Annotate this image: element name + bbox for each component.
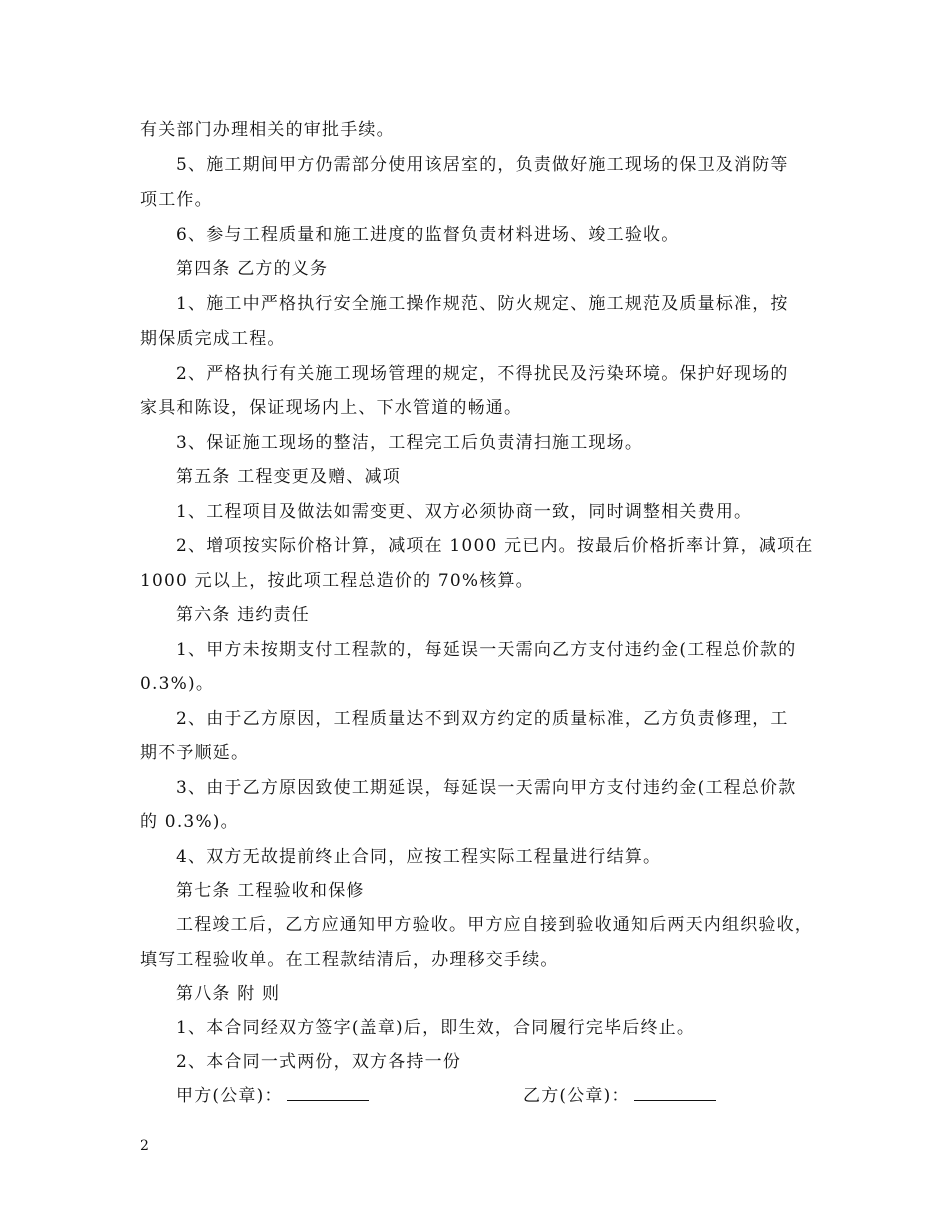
- party-b-blank: [634, 1085, 716, 1101]
- party-b-label: 乙方(公章)：: [523, 1086, 630, 1106]
- text-line: 0.3%)。: [140, 674, 215, 694]
- party-a-signature: [176, 1085, 369, 1106]
- text-line: 2、增项按实际价格计算，减项在 1000 元已内。按最后价格折率计算，减项在: [176, 536, 814, 556]
- text-line: 4、双方无故提前终止合同，应按工程实际工程量进行结算。: [176, 847, 662, 867]
- text-line: 期不予顺延。: [140, 743, 250, 763]
- section-heading: 第八条 附 则: [176, 984, 281, 1004]
- text-line: 1、甲方未按期支付工程款的，每延误一天需向乙方支付违约金(工程总价款的: [176, 640, 797, 660]
- text-line: 工程竣工后，乙方应通知甲方验收。甲方应自接到验收通知后两天内组织验收，: [176, 915, 813, 935]
- page-number: 2: [140, 1138, 149, 1154]
- text-line: 5、施工期间甲方仍需部分使用该居室的，负责做好施工现场的保卫及消防等: [176, 155, 789, 175]
- party-a-blank: [287, 1085, 369, 1101]
- text-line: 1、工程项目及做法如需变更、双方必须协商一致，同时调整相关费用。: [176, 502, 753, 522]
- section-heading: 第五条 工程变更及赠、减项: [176, 467, 402, 487]
- section-heading: 第七条 工程验收和保修: [176, 881, 365, 901]
- section-heading: 第四条 乙方的义务: [176, 259, 329, 279]
- text-line: 3、保证施工现场的整洁，工程完工后负责清扫施工现场。: [176, 433, 644, 453]
- text-line: 1、本合同经双方签字(盖章)后，即生效，合同履行完毕后终止。: [176, 1018, 696, 1038]
- party-b-signature: [523, 1085, 716, 1106]
- text-line: 2、本合同一式两份，双方各持一份: [176, 1052, 462, 1072]
- text-line: 项工作。: [140, 190, 213, 210]
- text-line: 填写工程验收单。在工程款结清后，办理移交手续。: [140, 950, 559, 970]
- text-line: 6、参与工程质量和施工进度的监督负责材料进场、竣工验收。: [176, 225, 680, 245]
- text-line: 的 0.3%)。: [140, 812, 239, 832]
- text-line: 3、由于乙方原因致使工期延误，每延误一天需向甲方支付违约金(工程总价款: [176, 778, 797, 798]
- text-line: 2、由于乙方原因，工程质量达不到双方约定的质量标准，乙方负责修理，工: [176, 709, 789, 729]
- section-heading: 第六条 违约责任: [176, 605, 311, 625]
- text-line: 1、施工中严格执行安全施工操作规范、防火规定、施工规范及质量标准，按: [176, 294, 789, 314]
- text-line: 有关部门办理相关的审批手续。: [140, 120, 395, 140]
- text-line: 1000 元以上，按此项工程总造价的 70%核算。: [140, 571, 534, 591]
- party-a-label: 甲方(公章)：: [176, 1086, 283, 1106]
- text-line: 期保质完成工程。: [140, 329, 286, 349]
- text-line: 2、严格执行有关施工现场管理的规定，不得扰民及污染环境。保护好现场的: [176, 364, 789, 384]
- text-line: 家具和陈设，保证现场内上、下水管道的畅通。: [140, 398, 523, 418]
